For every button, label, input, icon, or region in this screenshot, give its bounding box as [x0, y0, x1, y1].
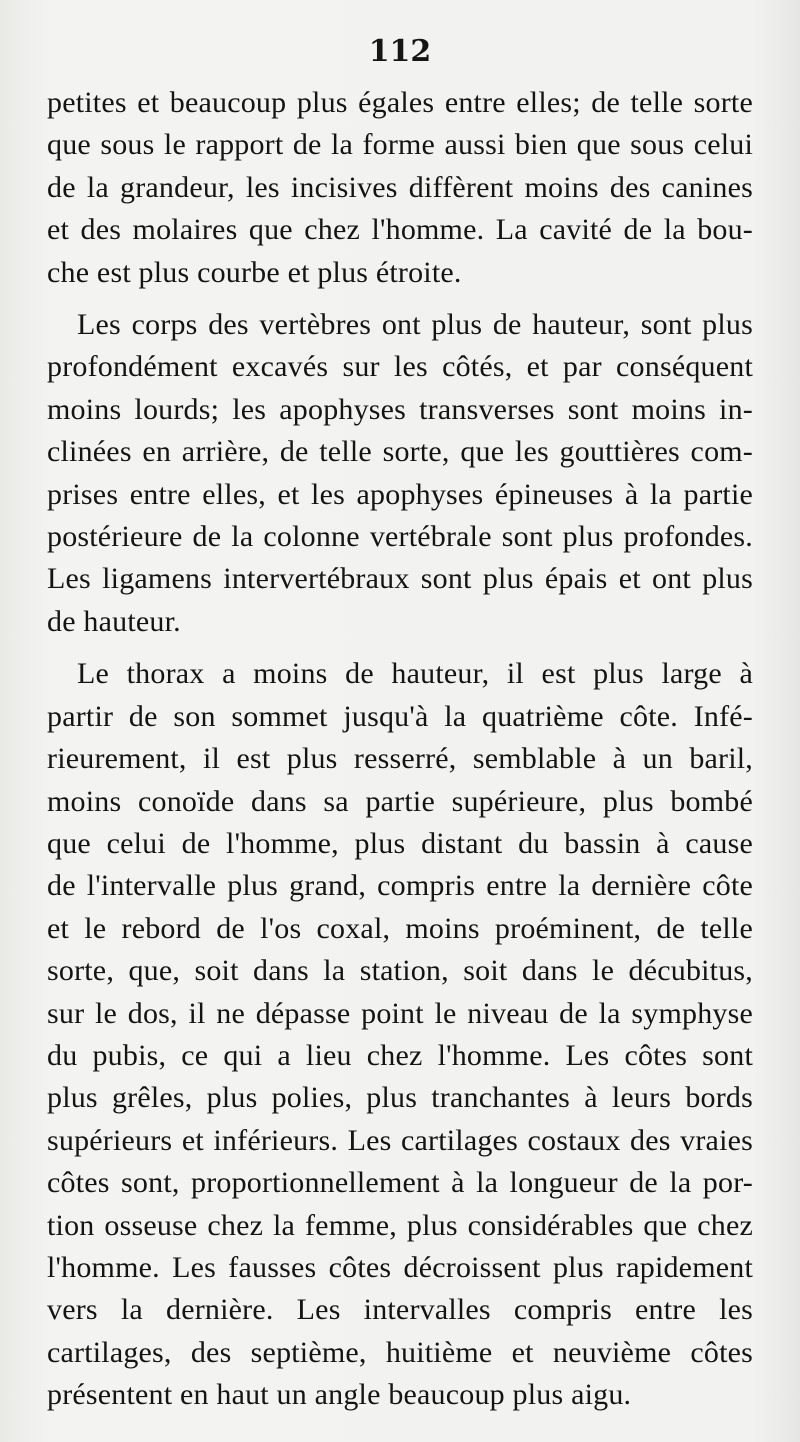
text-line: Le thorax a moins de hauteur, il est plus large à: [77, 657, 753, 691]
text-line: que sous le rapport de la forme aussi bien que sous celui: [47, 128, 753, 162]
text-line: et le rebord de l'os coxal, moins proéminent, de telle: [47, 911, 753, 945]
text-line: Les corps des vertèbres ont plus de hauteur, sont plus: [77, 308, 753, 342]
text-line: côtes sont, proportionnellement à la longueur de la por-: [47, 1166, 753, 1200]
text-line: che est plus courbe et plus étroite.: [47, 255, 462, 289]
text-line: supérieurs et inférieurs. Les cartilages costaux des vraies: [47, 1123, 753, 1157]
text-line: partir de son sommet jusqu'à la quatrième côte. Infé-: [47, 699, 753, 733]
text-line: l'homme. Les fausses côtes décroissent plus rapidement: [47, 1250, 753, 1284]
text-line: postérieure de la colonne vertébrale sont plus profondes.: [47, 520, 753, 554]
text-line: que celui de l'homme, plus distant du bassin à cause: [47, 826, 753, 860]
text-line: présentent en haut un angle beaucoup plus aigu.: [47, 1378, 632, 1412]
paragraph: [47, 304, 753, 643]
text-line: petites et beaucoup plus égales entre elles; de telle sorte: [47, 86, 753, 119]
body-text: [47, 82, 753, 1427]
text-line: rieurement, il est plus resserré, semblable à un baril,: [47, 742, 753, 776]
text-line: et des molaires que chez l'homme. La cavité de la bou-: [47, 213, 753, 247]
paragraph: [47, 82, 753, 294]
text-line: clinées en arrière, de telle sorte, que les gouttières com-: [47, 435, 753, 469]
text-line: cartilages, des septième, huitième et neuvième côtes: [47, 1335, 753, 1369]
text-line: du pubis, ce qui a lieu chez l'homme. Les côtes sont: [47, 1038, 753, 1072]
text-line: tion osseuse chez la femme, plus considérables que chez: [47, 1208, 753, 1242]
text-line: profondément excavés sur les côtés, et par conséquent: [47, 350, 753, 384]
text-line: moins conoïde dans sa partie supérieure, plus bombé: [47, 784, 753, 818]
paragraph: [47, 653, 753, 1416]
page-number: 112: [368, 34, 432, 69]
text-line: de la grandeur, les incisives diffèrent moins des canines: [47, 170, 753, 204]
text-line: sur le dos, il ne dépasse point le niveau de la symphyse: [47, 996, 753, 1030]
text-line: sorte, que, soit dans la station, soit dans le décubitus,: [47, 954, 753, 988]
text-line: vers la dernière. Les intervalles compris entre les: [47, 1293, 753, 1327]
text-line: de hauteur.: [47, 604, 181, 638]
text-line: de l'intervalle plus grand, compris entre la dernière côte: [47, 869, 753, 903]
text-line: plus grêles, plus polies, plus tranchantes à leurs bords: [47, 1081, 753, 1115]
text-line: moins lourds; les apophyses transverses sont moins in-: [47, 392, 753, 426]
text-line: Les ligamens intervertébraux sont plus épais et ont plus: [47, 562, 753, 596]
text-line: prises entre elles, et les apophyses épineuses à la partie: [47, 477, 753, 511]
